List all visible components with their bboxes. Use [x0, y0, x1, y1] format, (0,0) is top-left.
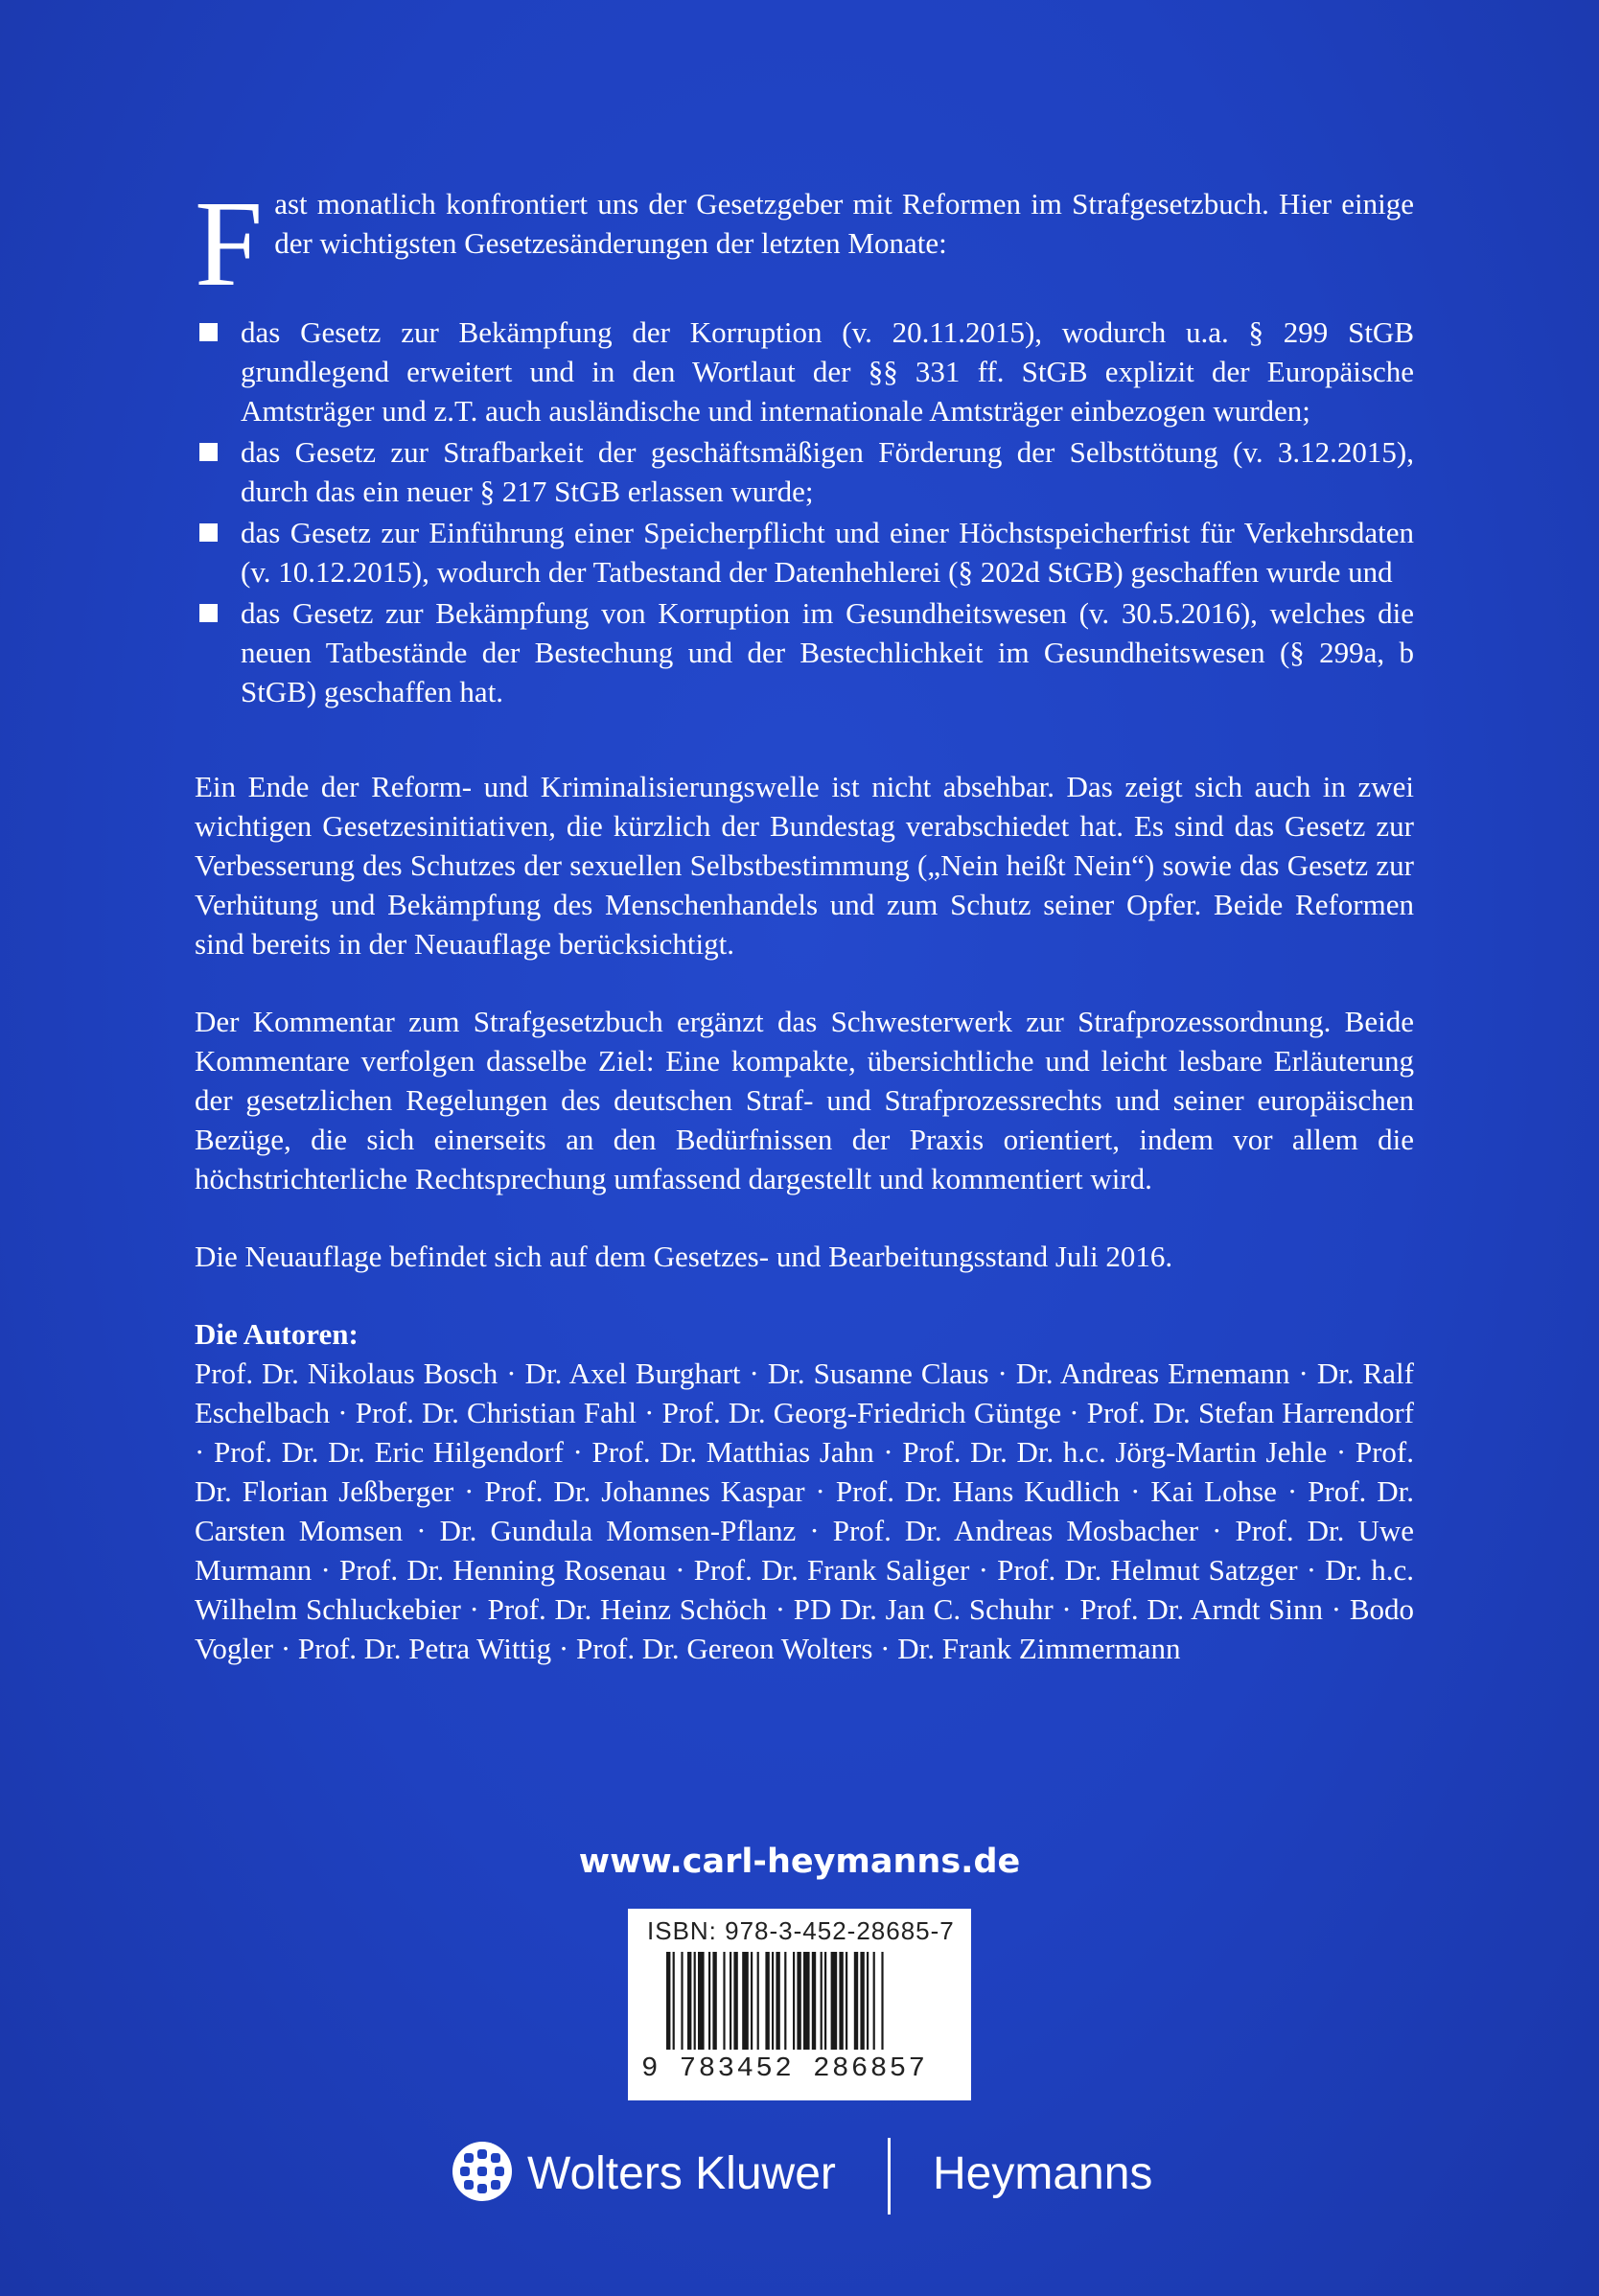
list-item: [195, 313, 1414, 430]
reform-paragraph: Ein Ende der Reform- und Kriminalisierungswelle ist nicht absehbar. Das zeigt sich auch in zwei wichtigen Gesetzesinitiativen, die kürzlich der Bundestag verabschiedet hat. Es sind das Gesetz zur Verbesserung des Schutzes der sexuellen Selbstbestimmung („Nein heißt Nein“) sowie das Gesetz zur Verhütung und Bekämpfung des Menschenhandels und zum Schutz seiner Opfer. Beide Reformen sind bereits in der Neuauflage berücksichtigt.: [195, 770, 1414, 961]
commentary-paragraph: Der Kommentar zum Strafgesetzbuch ergänzt das Schwesterwerk zur Strafprozessordnung. Beide Kommentare verfolgen dasselbe Ziel: Eine kompakte, übersichtliche und leicht lesbare Erläuterung der gesetzlichen Regelungen des deutschen Straf- und Strafprozessrechts und seiner europäischen Bezüge, die sich einerseits an den Bedürfnissen der Praxis orientiert, indem vor allem die höchstrichterliche Rechtsprechung umfassend dargestellt und kommentiert wird.: [195, 1005, 1414, 1195]
heymanns-name: Heymanns: [933, 2148, 1153, 2199]
list-item-text: das Gesetz zur Strafbarkeit der geschäftsmäßigen Förderung der Selbsttötung (v. 3.12.2015), durch das ein neuer § 217 StGB erlassen wurde;: [241, 435, 1414, 508]
isbn-barcode: [628, 1909, 971, 2100]
publisher-url[interactable]: www.carl-heymanns.de: [578, 1843, 1021, 1881]
list-item-text: das Gesetz zur Bekämpfung der Korruption (v. 20.11.2015), wodurch u.a. § 299 StGB grundlegend erweitert und in den Wortlaut der §§ 331 ff. StGB explizit der Europäische Amtsträger und z.T. auch ausländische und internationale Amtsträger einbezogen wurden;: [241, 315, 1414, 428]
wolters-kluwer-globe-icon: [451, 2140, 514, 2203]
wolters-kluwer-name: Wolters Kluwer: [527, 2148, 836, 2199]
square-bullet-icon: [199, 604, 218, 622]
publisher-logos: [451, 2138, 1179, 2215]
law-changes-list: [195, 313, 1414, 711]
square-bullet-icon: [199, 523, 218, 542]
list-item-text: das Gesetz zur Einführung einer Speicherpflicht und einer Höchstspeicherfrist für Verkehrsdaten (v. 10.12.2015), wodurch der Tatbestand der Datenhehlerei (§ 202d StGB) geschaffen wurde und: [241, 516, 1414, 589]
list-item: [195, 432, 1414, 511]
list-item: [195, 513, 1414, 591]
cover-text: [195, 175, 1414, 1668]
authors-list: Prof. Dr. Nikolaus Bosch · Dr. Axel Burghart · Dr. Susanne Claus · Dr. Andreas Ernemann · Dr. Ralf Eschelbach · Prof. Dr. Christian Fahl · Prof. Dr. Georg-Friedrich Güntge · Prof. Dr. Stefan Harrendorf · Prof. Dr. Dr. Eric Hilgendorf · Prof. Dr. Matthias Jahn · Prof. Dr. Dr. h.c. Jörg-Martin Jehle · Prof. Dr. Florian Jeßberger · Prof. Dr. Johannes Kaspar · Prof. Dr. Hans Kudlich · Kai Lohse · Prof. Dr. Carsten Momsen · Dr. Gundula Momsen-Pflanz · Prof. Dr. Andreas Mosbacher · Prof. Dr. Uwe Murmann · Prof. Dr. Henning Rosenau · Prof. Dr. Frank Saliger · Prof. Dr. Helmut Satzger · Dr. h.c. Wilhelm Schluckebier · Prof. Dr. Heinz Schöch · PD Dr. Jan C. Schuhr · Prof. Dr. Arndt Sinn · Bodo Vogler · Prof. Dr. Petra Wittig · Prof. Dr. Gereon Wolters · Dr. Frank Zimmermann: [195, 1357, 1414, 1665]
square-bullet-icon: [199, 323, 218, 341]
square-bullet-icon: [199, 443, 218, 461]
logo-divider: [888, 2138, 891, 2215]
authors-heading: Die Autoren:: [195, 1317, 359, 1351]
isbn-label: ISBN: 978-3-452-28685-7: [647, 1916, 955, 1945]
edition-status-paragraph: Die Neuauflage befindet sich auf dem Gesetzes- und Bearbeitungsstand Juli 2016.: [195, 1240, 1173, 1273]
ean-digits: 9 783452 286857: [641, 2052, 928, 2084]
barcode-bars-icon: [666, 1952, 944, 2050]
intro-text: ast monatlich konfrontiert uns der Gesetzgeber mit Reformen im Strafgesetzbuch. Hier einige der wichtigsten Gesetzesänderungen der letzten Monate:: [274, 187, 1414, 260]
drop-cap: F: [195, 175, 264, 312]
list-item: [195, 593, 1414, 711]
intro-paragraph: [195, 175, 1414, 312]
list-item-text: das Gesetz zur Bekämpfung von Korruption im Gesundheitswesen (v. 30.5.2016), welches die neuen Tatbestände der Bestechung und der Bestechlichkeit im Gesundheitswesen (§ 299a, b StGB) geschaffen hat.: [241, 596, 1414, 708]
